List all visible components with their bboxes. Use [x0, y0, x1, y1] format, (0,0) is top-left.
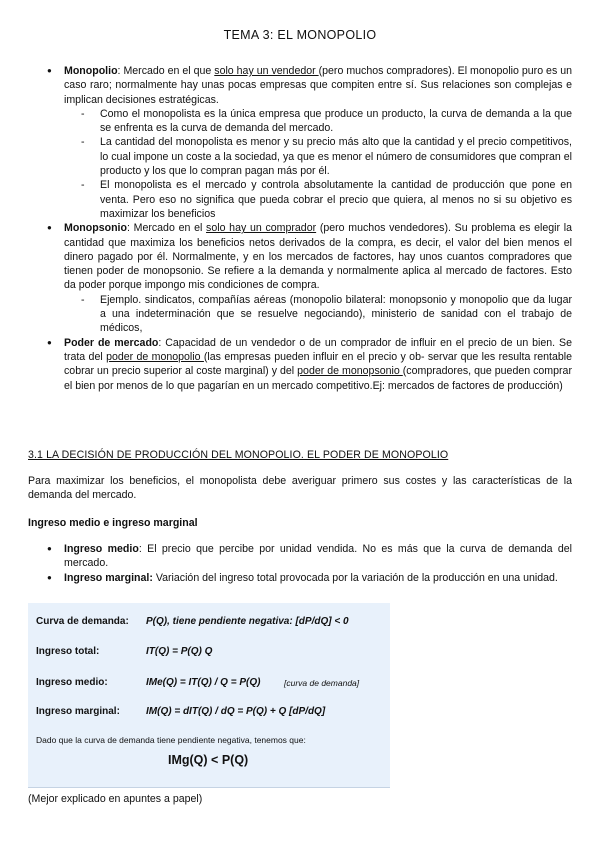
list-item-ingreso-medio	[28, 542, 572, 571]
formula-row-total	[36, 646, 213, 657]
formula-label: Ingreso marginal:	[36, 706, 120, 717]
formula-row-medium	[36, 677, 360, 688]
text-segment: (pero muchos compradores). El monopolio puro es un caso raro; normalmente hay unas pocas empresas que compiten entre sí. Sus relaciones son complejas e implican decisiones estratégicas.	[64, 65, 573, 106]
formula-label: Ingreso total:	[36, 646, 100, 657]
text-segment: (compradores, que pueden comprar el bien por menos de lo que pagarían en un mercado competitivo.Ej: mercados de factores de producción)	[64, 365, 572, 392]
formula-label: Curva de demanda:	[36, 616, 129, 627]
formula-box	[28, 603, 390, 788]
underlined-phrase: solo hay un vendedor	[214, 65, 319, 77]
footer-note: (Mejor explicado en apuntes a papel)	[28, 793, 203, 805]
formula-equation: P(Q), tiene pendiente negativa: [dP/dQ] < 0	[146, 616, 349, 627]
underlined-phrase: solo hay un comprador	[206, 222, 317, 235]
text-segment: : Capacidad de un vendedor o de un comprador de influir en el precio de un bien. Se trata del	[64, 336, 572, 363]
underlined-phrase: poder de monopolio	[106, 350, 204, 363]
formula-row-demand	[36, 616, 349, 627]
text-segment: (pero muchos vendedores). Su problema es elegir la cantidad que maximiza los beneficios netos derivados de la compra, es decir, el valor del bien menos el dinero pagado por él. Normalmente, y en los mercados de factores, hay unos cuantos compradores que tienen poder de monopsonio. Se refiere a la demanda y normalmente aplica al mercado de factores. Esto da poder porque impongo mis condiciones de compra.	[64, 222, 572, 292]
sub-item: - Como el monopolista es la única empresa que produce un producto, la curva de demanda a la que se enfrenta es la curva de demanda del mercado.	[64, 107, 572, 136]
text-segment: : Mercado en el	[126, 222, 207, 235]
sub-list	[64, 107, 572, 221]
term-monopsonio: Monopsonio	[64, 222, 127, 235]
definitions-list	[28, 64, 572, 393]
formula-row-marginal	[36, 706, 326, 717]
list-item-monopsonio	[28, 221, 572, 335]
formula-equation: IT(Q) = P(Q) Q	[146, 646, 213, 657]
term-monopolio: Monopolio	[64, 65, 118, 77]
formula-note: [curva de demanda]	[284, 678, 360, 688]
formula-label: Ingreso medio:	[36, 677, 108, 688]
section-heading: 3.1 LA DECISIÓN DE PRODUCCIÓN DEL MONOPOLIO. EL PODER DE MONOPOLIO	[28, 449, 449, 461]
list-item-ingreso-marginal	[28, 571, 572, 585]
text-segment: (las empresas pueden influir en el precio y ob- servar que les resulta rentable cobrar un precio superior al coste marginal) y del	[64, 350, 573, 378]
page-title: TEMA 3: EL MONOPOLIO	[223, 28, 377, 42]
formula-equation: IM(Q) = dIT(Q) / dQ = P(Q) + Q [dP/dQ]	[146, 706, 326, 717]
term-poder-de-mercado: Poder de mercado	[64, 336, 159, 349]
text-segment: : Mercado en el que	[117, 65, 215, 77]
formula-result: IMg(Q) < P(Q)	[168, 753, 249, 767]
sub-item: - La cantidad del monopolista es menor y su precio más alto que la cantidad y el precio competitivos, lo cual impone un coste a la sociedad, ya que es menor el número de consumidores que compran el producto y los que lo compran pagan más por él.	[64, 135, 572, 178]
income-list	[28, 542, 572, 585]
sub-item: - El monopolista es el mercado y controla absolutamente la cantidad de producción que pone en venta. Pero eso no significa que pueda cobrar el precio que quiera, al menos no si su objetivo es maximizar los beneficios	[64, 178, 572, 221]
formula-conclusion: Dado que la curva de demanda tiene pendiente negativa, tenemos que:	[36, 735, 306, 745]
sub-item: - Ejemplo. sindicatos, compañías aéreas (monopolio bilateral: monopsonio y monopolio que da lugar a una indeterminación que se resuelve negociando), ministerio de sanidad con el trabajo de médicos,	[64, 293, 572, 336]
list-item-poder-de-mercado	[28, 336, 572, 393]
text-segment: : El precio que percibe por unidad vendida. No es más que la curva de demanda del mercado.	[64, 543, 573, 570]
list-item-monopolio	[28, 64, 572, 221]
subheading: Ingreso medio e ingreso marginal	[28, 517, 198, 529]
underlined-phrase: poder de monopsonio	[297, 365, 403, 378]
intro-paragraph: Para maximizar los beneficios, el monopolista debe averiguar primero sus costes y las características de la demanda del mercado.	[28, 475, 572, 502]
formula-equation: IMe(Q) = IT(Q) / Q = P(Q)	[146, 677, 261, 688]
term-ingreso-marginal: Ingreso marginal:	[64, 571, 153, 584]
sub-list	[64, 293, 572, 336]
term-ingreso-medio: Ingreso medio	[64, 543, 139, 555]
text-segment: Variación del ingreso total provocada por la variación de la producción en una unidad.	[152, 571, 558, 584]
